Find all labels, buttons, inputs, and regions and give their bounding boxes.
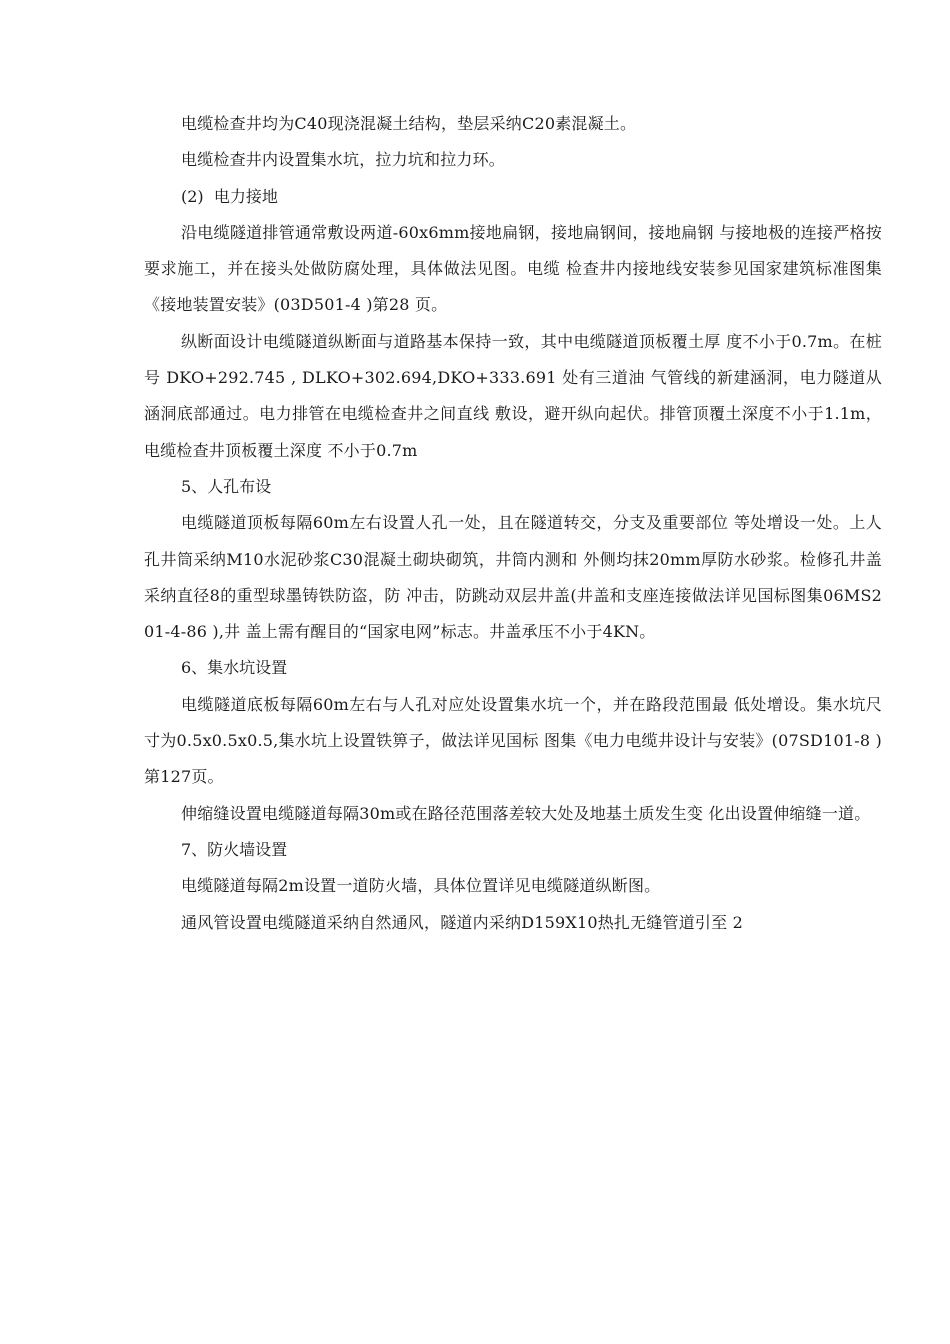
heading-sump-setup: 6、集水坑设置: [181, 658, 288, 678]
heading-firewall-setup: 7、防火墙设置: [181, 839, 288, 859]
paragraph-manhole-details: 电缆隧道顶板每隔60m左右设置人孔一处，且在隧道转交，分支及重要部位 等处增设一处。上人孔井筒采纳M10水泥砂浆C30混凝土砌块砌筑，井筒内测和 外侧均抹20mm厚防水砂浆。检修孔井盖采纳直径8的重型球墨铸铁防盗，防 冲击，防跳动双层井盖(井盖和支座连接做法详见国标图集06MS201-4-86 ),井 盖上需有醒目的“国家电网”标志。井盖承压不小于4KN。: [144, 513, 882, 642]
paragraph-grounding-details: 沿电缆隧道排管通常敷设两道-60x6mm接地扁钢，接地扁钢间，接地扁钢 与接地极的连接严格按要求施工，并在接头处做防腐处理，具体做法见图。电缆 检查井内接地线安装参见国家建筑标准图集《接地装置安装》(03D501-4 )第28 页。: [144, 222, 882, 315]
paragraph-firewall-details: 电缆隧道每隔2m设置一道防火墙，具体位置详见电缆隧道纵断图。: [181, 876, 661, 896]
paragraph-expansion-joint: 伸缩缝设置电缆隧道每隔30m或在路径范围落差较大处及地基土质发生变 化出设置伸缩缝一道。: [181, 803, 871, 823]
heading-power-grounding: (2) 电力接地: [181, 186, 278, 206]
paragraph-ventilation: 通风管设置电缆隧道采纳自然通风，隧道内采纳D159X10热扎无缝管道引至 2: [181, 912, 743, 932]
document-body: [144, 106, 882, 941]
paragraph-sump-pit: 电缆检查井内设置集水坑，拉力坑和拉力环。: [181, 150, 506, 170]
paragraph-longitudinal-section: 纵断面设计电缆隧道纵断面与道路基本保持一致，其中电缆隧道顶板覆土厚 度不小于0.7m。在桩号 DKO+292.745 , DLKO+302.694,DKO+333.691 处有三道油 气管线的新建涵洞，电力隧道从涵洞底部通过。电力排管在电缆检查井之间直线 敷设，避开纵向起伏。排管顶覆土深度不小于1.1m，电缆检查井顶板覆土深度 不小于0.7m: [144, 331, 882, 460]
paragraph-sump-details: 电缆隧道底板每隔60m左右与人孔对应处设置集水坑一个，并在路段范围最 低处增设。集水坑尺寸为0.5x0.5x0.5,集水坑上设置铁箅子，做法详见国标 图集《电力电缆井设计与安装》(07SD101-8 )第127页。: [144, 694, 882, 787]
heading-manhole-layout: 5、人孔布设: [181, 476, 272, 496]
paragraph-inspection-well-structure: 电缆检查井均为C40现浇混凝土结构，垫层采纳C20素混凝土。: [181, 114, 637, 133]
